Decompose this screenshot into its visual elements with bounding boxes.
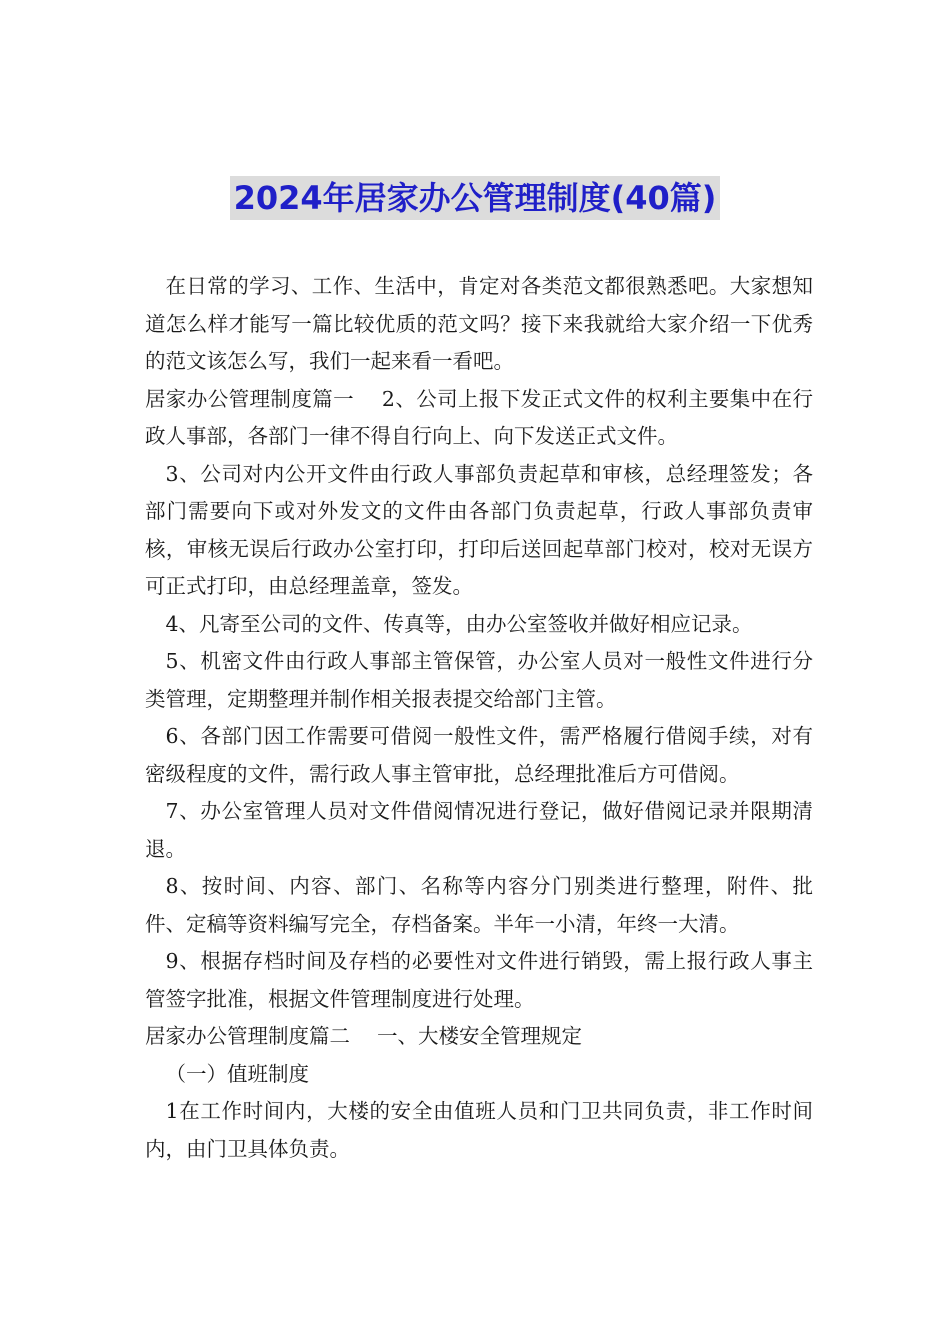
paragraph-subheading-duty: （一）值班制度 — [165, 1061, 309, 1086]
paragraph-duty-item-1: 1在工作时间内，大楼的安全由值班人员和门卫共同负责，非工作时间内，由门卫具体负责。 — [145, 1099, 813, 1161]
title-container — [0, 176, 950, 220]
paragraph-item-5: 5、机密文件由行政人事部主管保管，办公室人员对一般性文件进行分类管理，定期整理并制作相关报表提交给部门主管。 — [145, 649, 813, 711]
paragraph-item-7: 7、办公室管理人员对文件借阅情况进行登记，做好借阅记录并限期清退。 — [145, 799, 813, 861]
document-title: 2024年居家办公管理制度(40篇) — [230, 176, 721, 220]
paragraph-item-6: 6、各部门因工作需要可借阅一般性文件，需严格履行借阅手续，对有密级程度的文件，需行政人事主管审批，总经理批准后方可借阅。 — [145, 724, 813, 786]
paragraph-item-9: 9、根据存档时间及存档的必要性对文件进行销毁，需上报行政人事主管签字批准，根据文件管理制度进行处理。 — [145, 949, 813, 1011]
paragraph-item-4: 4、凡寄至公司的文件、传真等，由办公室签收并做好相应记录。 — [165, 611, 753, 636]
paragraph-item-8: 8、按时间、内容、部门、名称等内容分门别类进行整理，附件、批件、定稿等资料编写完全，存档备案。半年一小清，年终一大清。 — [145, 874, 813, 936]
paragraph-intro: 在日常的学习、工作、生活中，肯定对各类范文都很熟悉吧。大家想知道怎么样才能写一篇比较优质的范文吗？接下来我就给大家介绍一下优秀的范文该怎么写，我们一起来看一看吧。 — [145, 274, 813, 373]
paragraph-section-1-heading: 居家办公管理制度篇一 2、公司上报下发正式文件的权利主要集中在行政人事部，各部门一律不得自行向上、向下发送正式文件。 — [145, 386, 813, 448]
document-body — [145, 268, 813, 1168]
paragraph-section-2-heading: 居家办公管理制度篇二 一、大楼安全管理规定 — [145, 1024, 583, 1048]
paragraph-item-3: 3、公司对内公开文件由行政人事部负责起草和审核，总经理签发；各部门需要向下或对外发文的文件由各部门负责起草，行政人事部负责审核，审核无误后行政办公室打印，打印后送回起草部门校对，校对无误方可正式打印，由总经理盖章，签发。 — [145, 461, 813, 598]
